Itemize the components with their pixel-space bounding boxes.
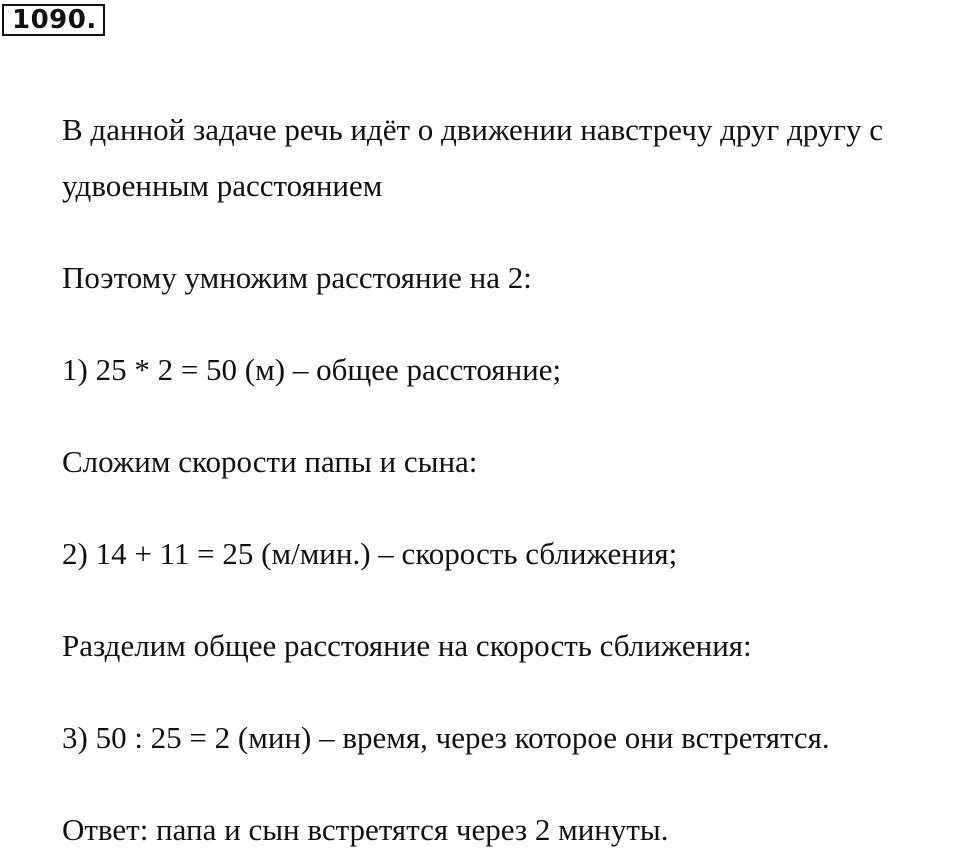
- step-intro-3: Разделим общее расстояние на скорость сближения:: [62, 628, 752, 663]
- step-3: 3) 50 : 25 = 2 (мин) – время, через которое они встретятся.: [62, 720, 830, 755]
- problem-description-line-1: В данной задаче речь идёт о движении навстречу друг другу с: [62, 112, 884, 147]
- step-2: 2) 14 + 11 = 25 (м/мин.) – скорость сближения;: [62, 536, 678, 571]
- step-1: 1) 25 * 2 = 50 (м) – общее расстояние;: [62, 352, 562, 387]
- answer: Ответ: папа и сын встретятся через 2 минуты.: [62, 812, 669, 847]
- task-number: 1090.: [2, 4, 105, 36]
- step-intro-1: Поэтому умножим расстояние на 2:: [62, 260, 532, 295]
- step-intro-2: Сложим скорости папы и сына:: [62, 444, 478, 479]
- problem-description-line-2: удвоенным расстоянием: [62, 168, 383, 203]
